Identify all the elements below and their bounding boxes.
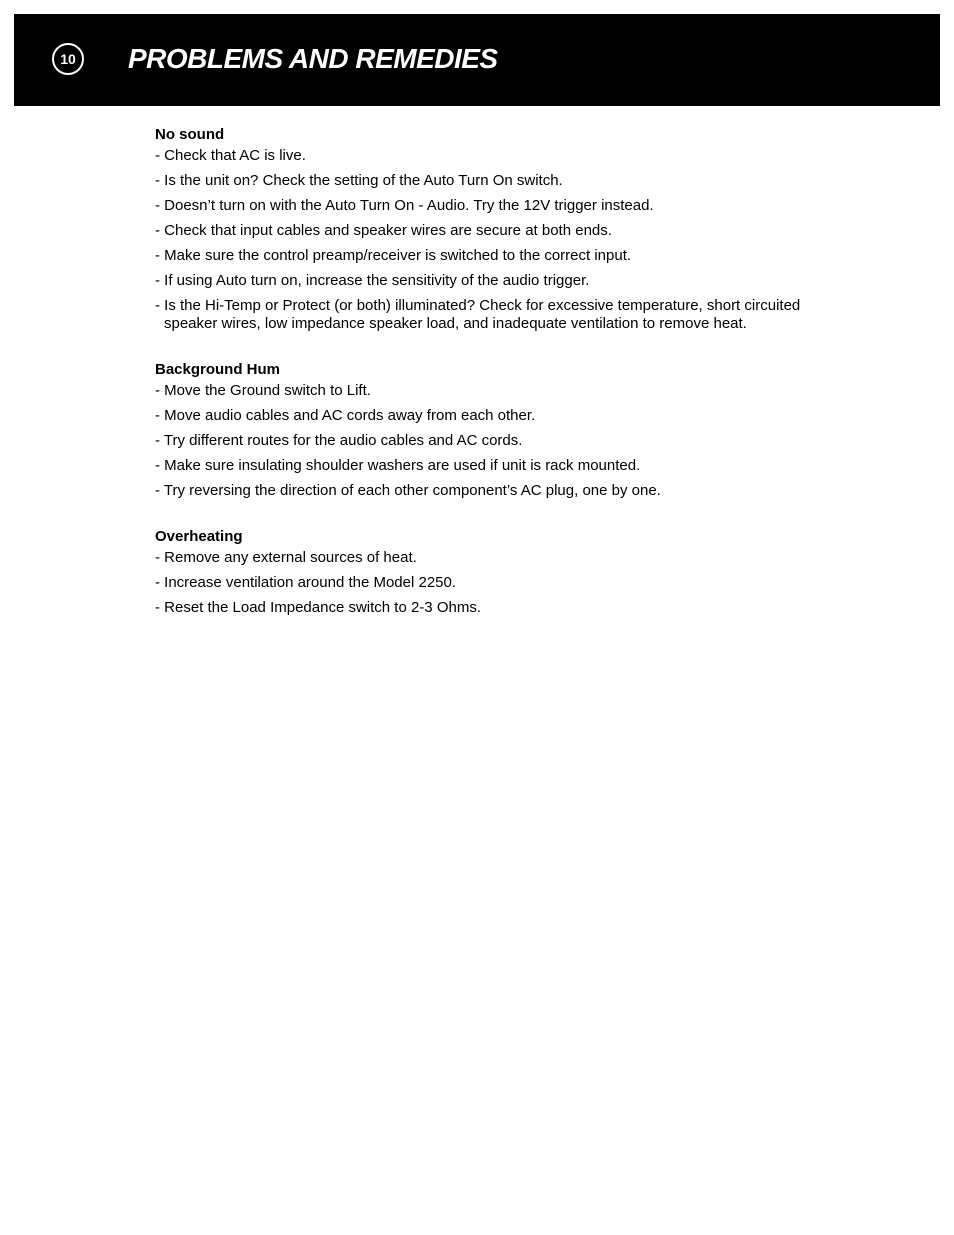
- section-overheating: [155, 524, 845, 617]
- list-item: - Make sure the control preamp/receiver is switched to the correct input.: [155, 247, 632, 264]
- list-item: - Doesn’t turn on with the Auto Turn On - Audio. Try the 12V trigger instead.: [155, 197, 654, 214]
- list-item: - Make sure insulating shoulder washers are used if unit is rack mounted.: [155, 457, 641, 474]
- section-heading: No sound: [155, 126, 225, 143]
- list-item: - If using Auto turn on, increase the sensitivity of the audio trigger.: [155, 272, 590, 289]
- section-heading: Overheating: [155, 528, 243, 545]
- list-item: - Is the unit on? Check the setting of the Auto Turn On switch.: [155, 172, 563, 189]
- list-item: - Increase ventilation around the Model 2250.: [155, 574, 457, 591]
- page-content: [155, 122, 845, 641]
- page-header: [14, 14, 940, 106]
- remedy-list: [155, 382, 845, 500]
- list-item: - Reset the Load Impedance switch to 2-3 Ohms.: [155, 599, 481, 616]
- list-item: - Is the Hi-Temp or Protect (or both) illuminated? Check for excessive temperature, short circuited speaker wires, low impedance speaker load, and inadequate ventilation to remove heat.: [155, 297, 801, 332]
- remedy-list: [155, 147, 845, 333]
- remedy-list: [155, 549, 845, 617]
- list-item: - Check that input cables and speaker wires are secure at both ends.: [155, 222, 612, 239]
- section-background-hum: [155, 357, 845, 500]
- section-no-sound: [155, 122, 845, 333]
- list-item: - Try reversing the direction of each other component’s AC plug, one by one.: [155, 482, 661, 499]
- list-item: - Remove any external sources of heat.: [155, 549, 417, 566]
- section-heading: Background Hum: [155, 361, 281, 378]
- list-item: - Move the Ground switch to Lift.: [155, 382, 371, 399]
- list-item: - Try different routes for the audio cables and AC cords.: [155, 432, 523, 449]
- list-item: - Check that AC is live.: [155, 147, 306, 164]
- list-item: - Move audio cables and AC cords away from each other.: [155, 407, 536, 424]
- page-title: PROBLEMS AND REMEDIES: [128, 43, 498, 74]
- page-number-badge: 10: [52, 43, 84, 75]
